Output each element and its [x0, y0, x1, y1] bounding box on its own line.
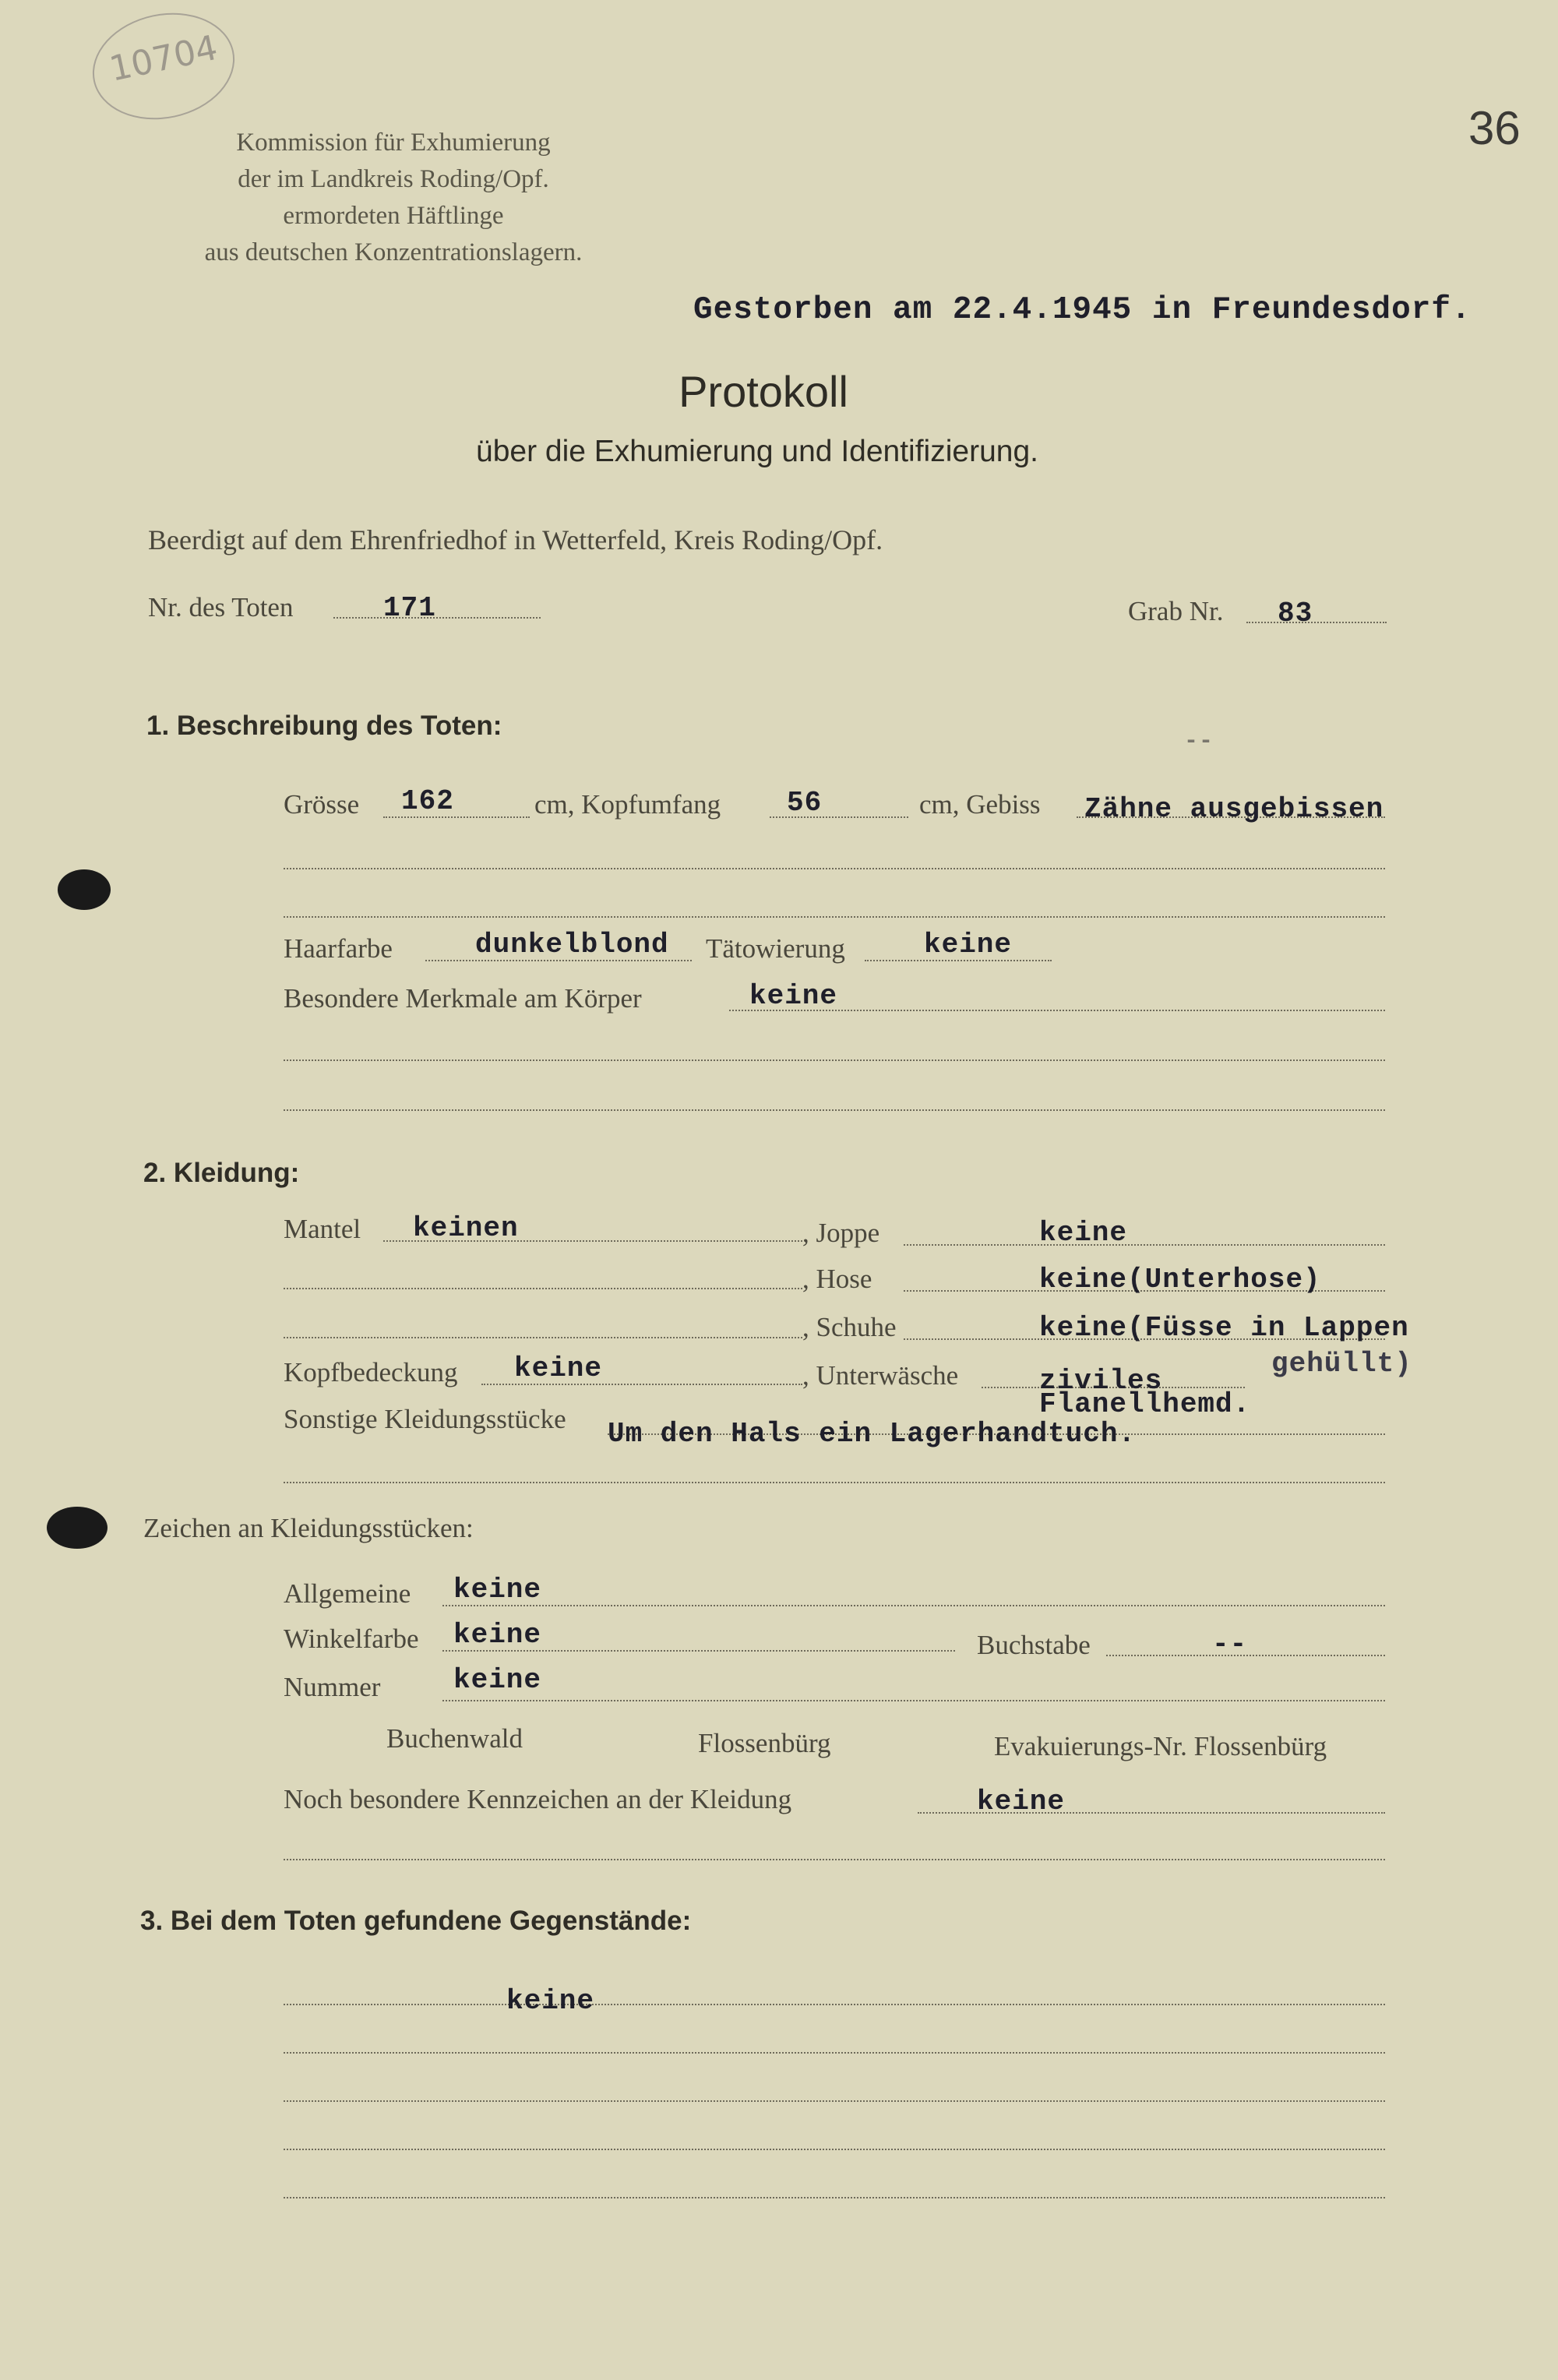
letter-label: Buchstabe [977, 1630, 1091, 1660]
grave-number-line [1246, 622, 1387, 623]
marks-value: keine [749, 980, 838, 1012]
blank-line [284, 2100, 1385, 2102]
camp-column-buchenwald: Buchenwald [386, 1723, 523, 1754]
punch-hole [47, 1507, 108, 1549]
general-label: Allgemeine [284, 1578, 411, 1609]
archive-stamp-number: 10704 [106, 27, 221, 90]
header-line-2: der im Landkreis Roding/Opf. [238, 165, 549, 193]
blank-line [284, 1482, 1385, 1483]
blank-line [284, 868, 1385, 869]
jacket-line [904, 1244, 1385, 1246]
section-3-title: 3. Bei dem Toten gefundene Gegenstände: [140, 1906, 692, 1936]
number-value: keine [453, 1664, 542, 1696]
other-clothing-label: Sonstige Kleidungsstücke [284, 1404, 566, 1434]
tattoo-value: keine [924, 929, 1013, 961]
headwear-value: keine [514, 1352, 603, 1384]
head-value: 56 [787, 787, 823, 819]
letter-value: -- [1212, 1628, 1248, 1660]
marks-label: Besondere Merkmale am Körper [284, 983, 642, 1014]
tattoo-label: Tätowierung [706, 933, 845, 964]
camp-column-evacuation: Evakuierungs-Nr. Flossenbürg [994, 1731, 1327, 1761]
underwear-label: , Unterwäsche [802, 1360, 959, 1391]
section-1-title: 1. Beschreibung des Toten: [146, 710, 502, 741]
head-label: cm, Kopfumfang [534, 789, 721, 820]
other-clothing-value: Um den Hals ein Lagerhandtuch. [608, 1418, 1137, 1450]
coat-value: keinen [413, 1212, 519, 1244]
jacket-label: , Joppe [802, 1218, 880, 1248]
commission-header [117, 125, 670, 271]
blank-line [284, 2052, 1385, 2054]
blank-line [284, 916, 1385, 918]
archive-stamp [83, 0, 245, 132]
section-2-title: 2. Kleidung: [143, 1158, 300, 1188]
height-value: 162 [401, 785, 454, 817]
punch-hole [58, 869, 111, 910]
grave-number-label: Grab Nr. [1128, 596, 1224, 626]
header-line-1: Kommission für Exhumierung [236, 129, 551, 157]
teeth-value: Zähne ausgebissen [1084, 793, 1384, 825]
marks-section-title: Zeichen an Kleidungsstücken: [143, 1513, 474, 1543]
burial-line: Beerdigt auf dem Ehrenfriedhof in Wetterfeld, Kreis Roding/Opf. [148, 524, 883, 555]
camp-column-flossenburg: Flossenbürg [698, 1728, 831, 1758]
death-note: Gestorben am 22.4.1945 in Freundesdorf. [693, 292, 1472, 328]
blank-line [284, 1060, 1385, 1061]
page-title: Protokoll [679, 367, 848, 416]
shoes-value-continued: gehüllt) [1271, 1348, 1412, 1380]
header-line-4: aus deutschen Konzentrationslagern. [204, 238, 583, 266]
items-line [284, 2004, 1385, 2005]
header-line-3: ermordeten Häftlinge [283, 202, 504, 230]
dead-number-label: Nr. des Toten [148, 592, 294, 622]
headwear-label: Kopfbedeckung [284, 1357, 458, 1387]
grave-number-value: 83 [1278, 598, 1313, 629]
items-value: keine [506, 1985, 595, 2017]
trousers-value: keine(Unterhose) [1039, 1264, 1321, 1296]
general-line [442, 1605, 1385, 1606]
blank-line [284, 1288, 802, 1289]
coat-label: Mantel [284, 1214, 361, 1244]
blank-line [284, 1337, 802, 1338]
blank-line [284, 1859, 1385, 1860]
jacket-value: keine [1039, 1217, 1128, 1249]
page-subtitle: über die Exhumierung und Identifizierung. [476, 435, 1038, 468]
hair-value: dunkelblond [475, 929, 669, 961]
angle-color-value: keine [453, 1619, 542, 1651]
blank-line [284, 1109, 1385, 1111]
dead-number-value: 171 [383, 592, 436, 624]
underwear-value-continued: Flanellhemd. [1039, 1388, 1251, 1420]
special-marks-label: Noch besondere Kennzeichen an der Kleidung [284, 1784, 792, 1814]
special-marks-value: keine [977, 1786, 1066, 1818]
general-value: keine [453, 1574, 542, 1606]
angle-color-label: Winkelfarbe [284, 1624, 419, 1654]
dead-number-line [333, 617, 541, 619]
teeth-label: cm, Gebiss [919, 789, 1041, 820]
blank-line [284, 2149, 1385, 2150]
page-number: 36 [1468, 102, 1521, 154]
blank-line [284, 2197, 1385, 2198]
hair-label: Haarfarbe [284, 933, 393, 964]
shoes-value: keine(Füsse in Lappen [1039, 1312, 1409, 1344]
trousers-label: , Hose [802, 1264, 872, 1294]
number-line [442, 1700, 1385, 1701]
section-1-dash: -- [1184, 728, 1214, 755]
height-label: Grösse [284, 789, 360, 820]
shoes-label: , Schuhe [802, 1312, 897, 1342]
number-label: Nummer [284, 1672, 381, 1702]
underwear-value: ziviles [1039, 1365, 1163, 1397]
